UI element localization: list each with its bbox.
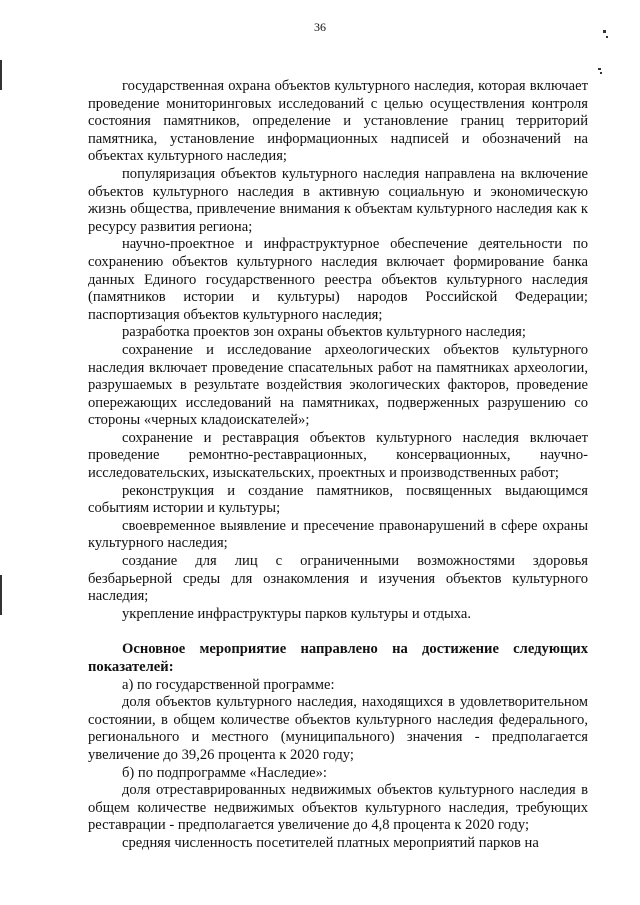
document-body (88, 78, 588, 853)
section-b-text-visitors: средняя численность посетителей платных мероприятий парков на (122, 834, 539, 851)
paragraph-state-protection: государственная охрана объектов культурного наследия, которая включает проведение мониторинговых исследований с целью осуществления контроля состояния памятников, определение и установление границ территорий памятника, установление информационных надписей и обозначений на объектах культурного наследия; (88, 78, 588, 165)
paragraph-scientific-support: научно-проектное и инфраструктурное обеспечение деятельности по сохранению объектов культурного наследия включает формирование банка данных Единого государственного реестра объектов культурного наследия (памятников истории и культуры) народов Российской Федерации; паспортизация объектов культурного наследия; (88, 236, 588, 323)
scan-mark-right-3 (598, 68, 601, 70)
paragraph-violations: своевременное выявление и пресечение правонарушений в сфере охраны культурного наследия; (88, 517, 588, 552)
scan-mark-right-4 (600, 72, 602, 74)
section-a-label: а) по государственной программе: (122, 676, 335, 693)
scan-mark-right-1 (603, 30, 606, 33)
scan-mark-left-bottom (0, 575, 2, 615)
paragraph-reconstruction: реконструкция и создание памятников, посвященных выдающимся событиям истории и культуры; (88, 482, 588, 517)
paragraph-protection-zones: разработка проектов зон охраны объектов культурного наследия; (122, 324, 526, 341)
paragraph-barrier-free: создание для лиц с ограниченными возможностями здоровья безбарьерной среды для ознакомления и изучения объектов культурного наследия; (88, 553, 588, 605)
section-a-text: доля объектов культурного наследия, находящихся в удовлетворительном состоянии, в общем количестве объектов культурного наследия федерального, регионального и местного (муниципального) значения - предполагается увеличение до 39,26 процента к 2020 году; (88, 694, 588, 763)
indicators-heading: Основное мероприятие направлено на достижение следующих показателей: (88, 641, 588, 675)
scan-mark-right-2 (606, 36, 608, 38)
paragraph-popularization: популяризация объектов культурного наследия направлена на включение объектов культурного наследия в активную социальную и экономическую жизнь общества, привлечение внимания к объектам культурного наследия как к ресурсу развития региона; (88, 165, 588, 235)
page-number: 36 (314, 20, 326, 34)
section-b-text-restored: доля отреставрированных недвижимых объектов культурного наследия в общем количестве недвижимых объектов культурного наследия, требующих реставрации - предполагается увеличение до 4,8 процента к 2020 году; (88, 782, 588, 834)
paragraph-restoration: сохранение и реставрация объектов культурного наследия включает проведение ремонтно-реставрационных, консервационных, научно-исследовательских, изыскательских, проектных и производственных работ; (88, 429, 588, 482)
section-b-label: б) по подпрограмме «Наследие»: (122, 764, 327, 781)
paragraph-archaeology: сохранение и исследование археологических объектов культурного наследия включает проведение спасательных работ на памятниках археологии, разрушаемых в результате воздействия экологических факторов, проведение опережающих исследований на памятниках, подверженных разрушению со стороны «черных кладоискателей»; (88, 341, 588, 429)
paragraph-parks-infrastructure: укрепление инфраструктуры парков культуры и отдыха. (122, 605, 472, 622)
scan-mark-left-top (0, 60, 2, 90)
